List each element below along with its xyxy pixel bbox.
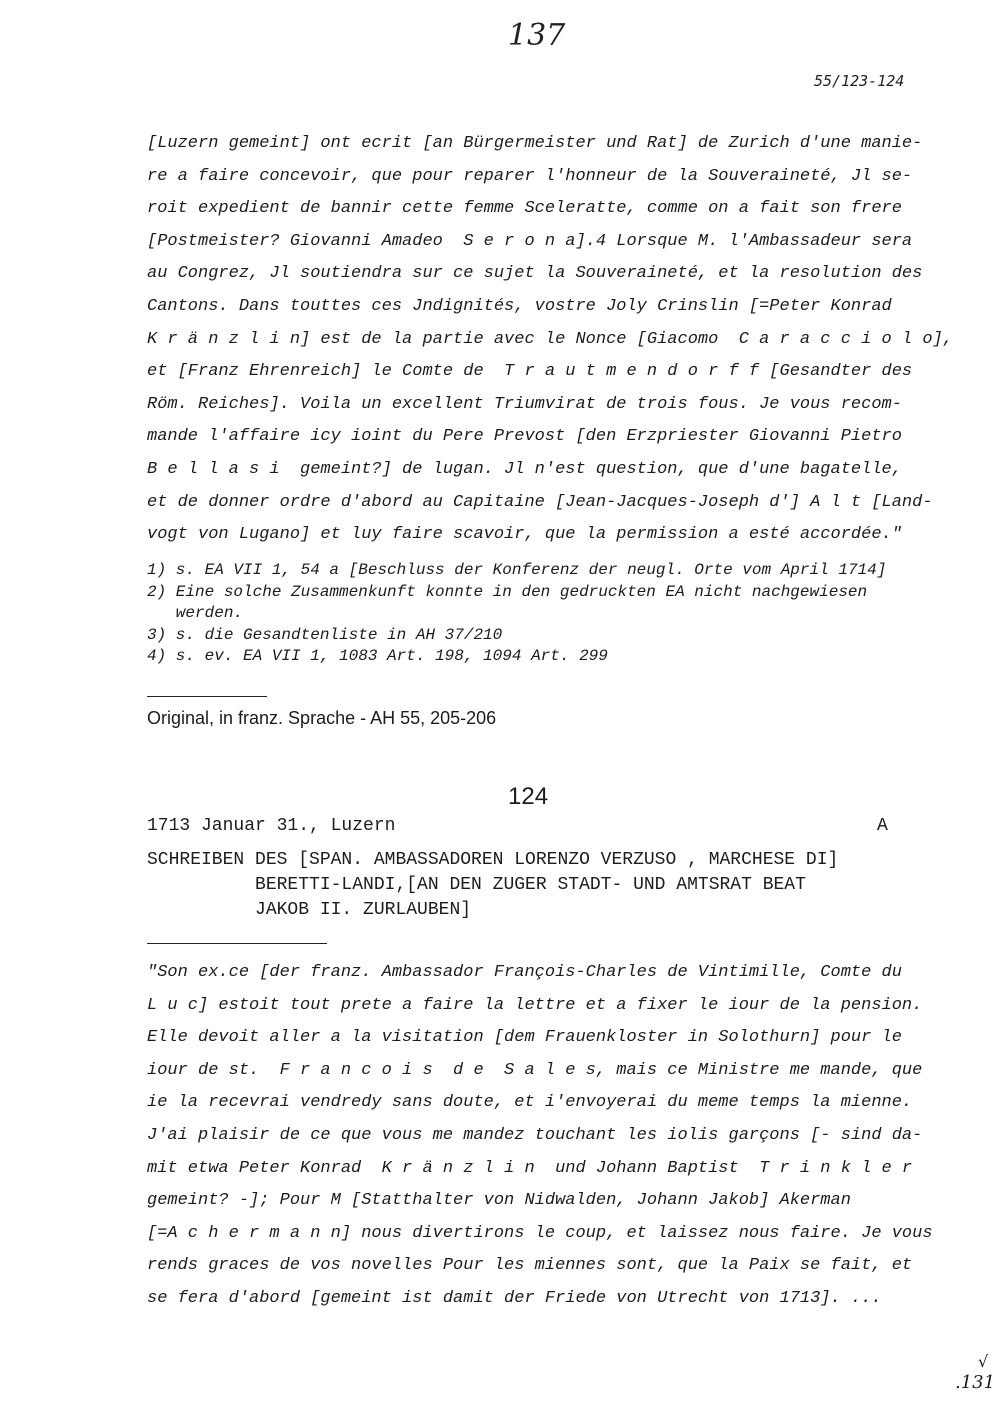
footnote-line: 1) s. EA VII 1, 54 a [Beschluss der Konferenz der neugl. Orte vom April 1714] xyxy=(147,561,887,579)
footnote-line: 2) Eine solche Zusammenkunft konnte in den gedruckten EA nicht nachgewiesen xyxy=(147,582,868,601)
text-line: [=A c h e r m a n n] nous divertirons le coup, et laissez nous faire. Je vous xyxy=(147,1223,933,1243)
handwritten-page-number: 137 xyxy=(508,18,566,53)
text-line: gemeint? -]; Pour M [Statthalter von Nidwalden, Johann Jakob] Akerman xyxy=(147,1191,851,1211)
separator-line xyxy=(147,696,267,697)
heading-line: BERETTI-LANDI,[AN DEN ZUGER STADT- UND AMTSRAT BEAT xyxy=(147,875,806,895)
text-line: au Congrez, Jl soutiendra sur ce sujet la Souveraineté, et la resolution des xyxy=(147,264,923,284)
document-heading xyxy=(147,848,838,923)
text-line: et de donner ordre d'abord au Capitaine [Jean-Jacques-Joseph d'] A l t [Land- xyxy=(147,492,933,512)
document-reference: 55/123-124 xyxy=(814,72,905,90)
footnote-line: werden. xyxy=(147,604,244,622)
separator-line xyxy=(147,943,327,944)
text-line: mande l'affaire icy ioint du Pere Prevost [den Erzpriester Giovanni Pietro xyxy=(147,427,902,447)
footnotes xyxy=(147,560,886,668)
text-line: K r ä n z l i n] est de la partie avec le Nonce [Giacomo C a r a c c i o l o], xyxy=(147,329,953,349)
text-line: J'ai plaisir de ce que vous me mandez touchant les iolis garçons [- sind da- xyxy=(147,1125,923,1145)
document-number: 124 xyxy=(508,783,549,810)
footnote-line: 4) s. ev. EA VII 1, 1083 Art. 198, 1094 Art. 299 xyxy=(147,647,608,665)
heading-line: JAKOB II. ZURLAUBEN] xyxy=(147,900,472,920)
heading-line: SCHREIBEN DES [SPAN. AMBASSADOREN LORENZO VERZUSO , MARCHESE DI] xyxy=(147,850,839,870)
text-line: [Luzern gemeint] ont ecrit [an Bürgermeister und Rat] de Zurich d'une manie- xyxy=(147,134,923,153)
text-line: L u c] estoit tout prete a faire la lettre et a fixer le iour de la pension. xyxy=(147,995,923,1015)
text-line: roit expedient de bannir cette femme Sceleratte, comme on a fait son frere xyxy=(147,199,902,219)
text-line: Cantons. Dans touttes ces Jndignités, vostre Joly Crinslin [=Peter Konrad xyxy=(147,296,892,316)
letter-code: A xyxy=(877,816,888,836)
text-line: Elle devoit aller a la visitation [dem Frauenkloster in Solothurn] pour le xyxy=(147,1028,902,1048)
letter-excerpt-body xyxy=(147,128,953,552)
text-line: vogt von Lugano] et luy faire scavoir, que la permission a esté accordée." xyxy=(147,525,902,545)
letter-body xyxy=(147,957,933,1316)
check-mark: √ xyxy=(978,1352,989,1371)
text-line: ie la recevrai vendredy sans doute, et i'envoyerai du meme temps la mienne. xyxy=(147,1093,913,1113)
text-line: et [Franz Ehrenreich] le Comte de T r a u t m e n d o r f f [Gesandter des xyxy=(147,362,913,382)
text-line: [Postmeister? Giovanni Amadeo S e r o n a].4 Lorsque M. l'Ambassadeur sera xyxy=(147,231,913,251)
text-line: "Son ex.ce [der franz. Ambassador François-Charles de Vintimille, Comte du xyxy=(147,963,902,982)
text-line: B e l l a s i gemeint?] de lugan. Jl n'est question, que d'une bagatelle, xyxy=(147,459,902,479)
footnote-line: 3) s. die Gesandtenliste in AH 37/210 xyxy=(147,625,503,644)
text-line: Röm. Reiches]. Voila un excellent Triumvirat de trois fous. Je vous recom- xyxy=(147,394,902,414)
date-place: 1713 Januar 31., Luzern xyxy=(147,816,396,836)
handwritten-page-mark: .131 xyxy=(955,1372,996,1393)
original-source-note: Original, in franz. Sprache - AH 55, 205-206 xyxy=(147,708,497,728)
text-line: rends graces de vos novelles Pour les miennes sont, que la Paix se fait, et xyxy=(147,1256,913,1276)
text-line: iour de st. F r a n c o i s d e S a l e s, mais ce Ministre me mande, que xyxy=(147,1060,923,1080)
text-line: re a faire concevoir, que pour reparer l'honneur de la Souveraineté, Jl se- xyxy=(147,166,913,186)
text-line: se fera d'abord [gemeint ist damit der Friede von Utrecht von 1713]. ... xyxy=(147,1288,882,1308)
text-line: mit etwa Peter Konrad K r ä n z l i n und Johann Baptist T r i n k l e r xyxy=(147,1158,913,1178)
